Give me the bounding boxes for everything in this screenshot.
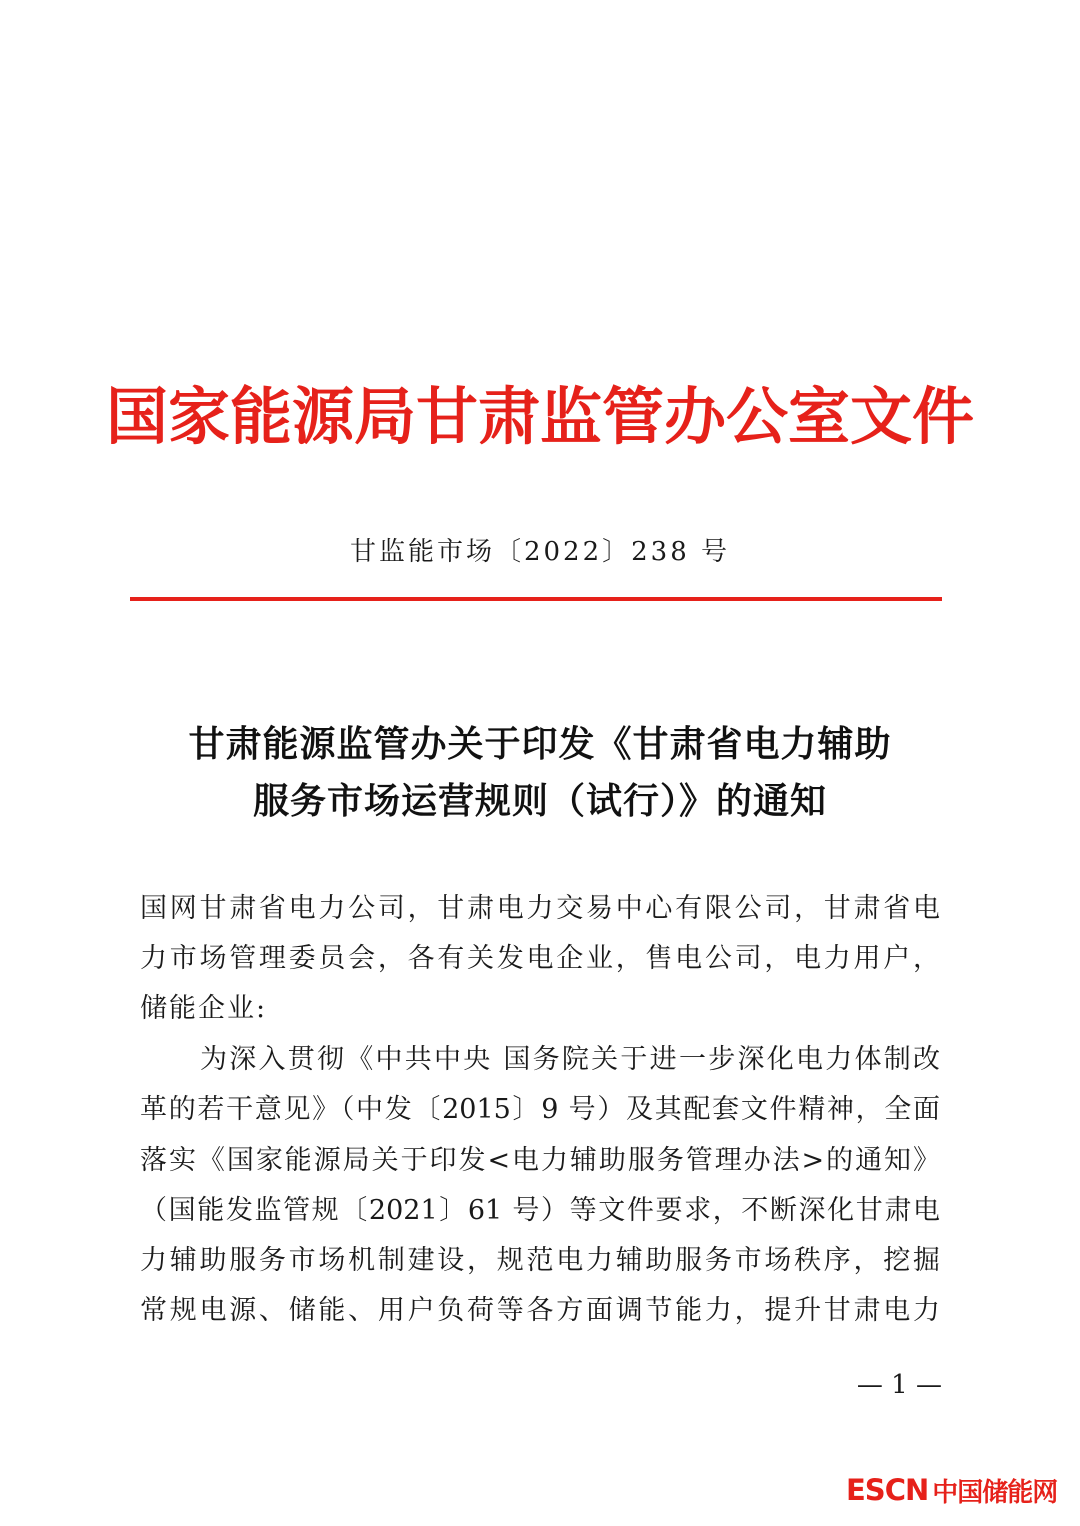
body-line-2: 革的若干意见》（中发〔2015〕9 号）及其配套文件精神，全面 (140, 1094, 940, 1125)
escn-watermark-logo (846, 1470, 1057, 1510)
page-number: — 1 — (856, 1370, 942, 1400)
addressee-line-2: 力市场管理委员会，各有关发电企业，售电公司，电力用户， (140, 943, 940, 974)
body-line-1: 为深入贯彻《中共中央 国务院关于进一步深化电力体制改 (200, 1044, 940, 1075)
document-masthead: 国家能源局甘肃监管办公室文件 (105, 380, 974, 453)
notice-title-line-1: 甘肃能源监管办关于印发《甘肃省电力辅助 (188, 724, 892, 765)
red-divider-rule (130, 597, 942, 601)
body-line-6: 常规电源、储能、用户负荷等各方面调节能力，提升甘肃电力 (140, 1295, 940, 1326)
document-number: 甘监能市场〔2022〕238 号 (349, 537, 731, 567)
watermark-chinese: 中国储能网 (932, 1477, 1058, 1508)
body-line-5: 力辅助服务市场机制建设，规范电力辅助服务市场秩序，挖掘 (140, 1245, 940, 1276)
body-line-4: （国能发监管规〔2021〕61 号）等文件要求，不断深化甘肃电 (140, 1195, 940, 1226)
watermark-latin: ESCN (846, 1473, 929, 1507)
notice-title-line-2: 服务市场运营规则（试行）》的通知 (252, 781, 827, 822)
addressee-line-3: 储能企业: (140, 993, 268, 1024)
addressee-line-1: 国网甘肃省电力公司，甘肃电力交易中心有限公司，甘肃省电 (140, 893, 940, 924)
body-line-3: 落实《国家能源局关于印发<电力辅助服务管理办法>的通知》 (140, 1145, 940, 1176)
